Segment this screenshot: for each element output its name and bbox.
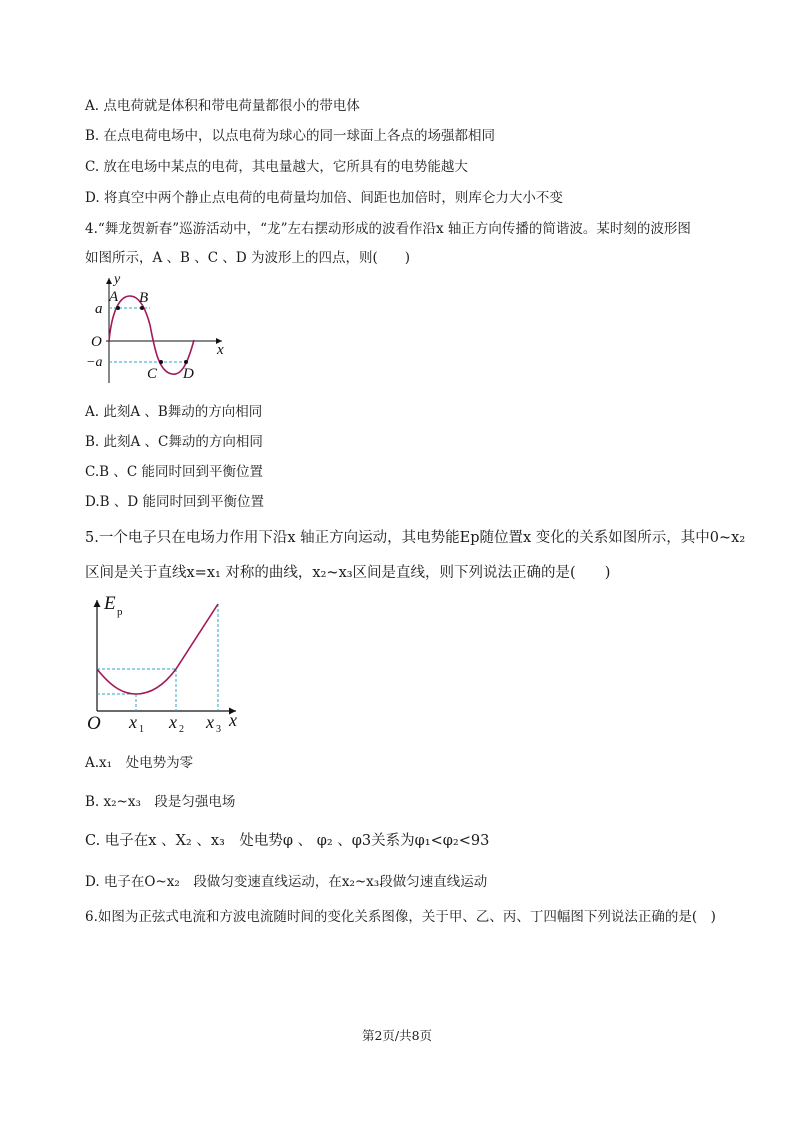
q5-option-c: C. 电子在x 、X₂ 、x₃ 处电势φ 、 φ₂ 、φ3关系为φ₁<φ₂<93 bbox=[85, 833, 490, 849]
q5-x2-sub: 2 bbox=[179, 724, 184, 735]
q4-a-label: a bbox=[95, 301, 103, 317]
q4-option-d: D.B 、D 能同时回到平衡位置 bbox=[85, 494, 264, 510]
q4-point-d-label: D bbox=[183, 366, 194, 382]
q4-point-b-label: B bbox=[139, 290, 149, 306]
q4-neg-a-label: −a bbox=[86, 355, 103, 370]
q3-option-c: C. 放在电场中某点的电荷，其电量越大，它所具有的电势能越大 bbox=[85, 159, 468, 175]
q4-point-a-label: A bbox=[109, 289, 119, 305]
q4-wave-figure bbox=[82, 270, 242, 385]
q3-option-d: D. 将真空中两个静止点电荷的电荷量均加倍、间距也加倍时，则库仑力大小不变 bbox=[85, 190, 563, 206]
q5-stem-line2: 区间是关于直线x=x₁ 对称的曲线，x₂~x₃区间是直线，则下列说法正确的是( ) bbox=[85, 565, 611, 581]
q5-x-label: x bbox=[229, 710, 237, 730]
q5-x1-sub: 1 bbox=[139, 724, 144, 735]
q3-option-b: B. 在点电荷电场中，以点电荷为球心的同一球面上各点的场强都相同 bbox=[85, 128, 496, 144]
q5-x3-sub: 3 bbox=[216, 724, 221, 735]
q4-point-b-dot bbox=[140, 306, 144, 310]
q4-stem-line2: 如图所示，A 、B 、C 、D 为波形上的四点，则( ) bbox=[85, 250, 411, 266]
q5-x1-label: x bbox=[129, 712, 137, 732]
q5-y-label-sub: p bbox=[117, 606, 123, 618]
q6-stem: 6.如图为正弦式电流和方波电流随时间的变化关系图像，关于甲、乙、丙、丁四幅图下列说法正确的是( ) bbox=[85, 909, 716, 925]
q4-option-c: C.B 、C 能同时回到平衡位置 bbox=[85, 464, 263, 480]
q5-energy-figure bbox=[84, 590, 259, 735]
q5-energy-curve bbox=[97, 604, 218, 694]
q4-option-b: B. 此刻A 、C舞动的方向相同 bbox=[85, 434, 263, 450]
q5-option-a: A.x₁ 处电势为零 bbox=[85, 755, 194, 771]
q5-option-d: D. 电子在O~x₂ 段做匀变速直线运动，在x₂~x₃段做匀速直线运动 bbox=[85, 874, 488, 890]
q4-origin-label: O bbox=[91, 334, 102, 350]
q5-stem-line1: 5.一个电子只在电场力作用下沿x 轴正方向运动，其电势能Ep随位置x 变化的关系如图所示，其中0~x₂ bbox=[85, 530, 746, 546]
q5-option-b: B. x₂~x₃ 段是匀强电场 bbox=[85, 794, 236, 810]
q4-point-c-label: C bbox=[147, 366, 158, 382]
q3-option-a: A. 点电荷就是体积和带电荷量都很小的带电体 bbox=[85, 98, 360, 114]
q5-y-label: E bbox=[104, 593, 116, 614]
q5-x3-label: x bbox=[206, 712, 214, 732]
q4-y-label: y bbox=[114, 272, 121, 287]
q4-stem-line1: 4.“舞龙贺新春”巡游活动中，“龙”左右摆动形成的波看作沿x 轴正方向传播的简谐波。某时刻的波形图 bbox=[85, 221, 691, 237]
page-footer: 第2页/共8页 bbox=[361, 1028, 433, 1043]
q5-x2-label: x bbox=[169, 712, 177, 732]
q4-option-a: A. 此刻A 、B舞动的方向相同 bbox=[85, 404, 263, 420]
q4-point-a-dot bbox=[116, 306, 120, 310]
q4-point-d-dot bbox=[184, 360, 188, 364]
q4-point-c-dot bbox=[159, 360, 163, 364]
q4-x-label: x bbox=[217, 342, 224, 358]
q5-origin-label: O bbox=[87, 713, 101, 734]
